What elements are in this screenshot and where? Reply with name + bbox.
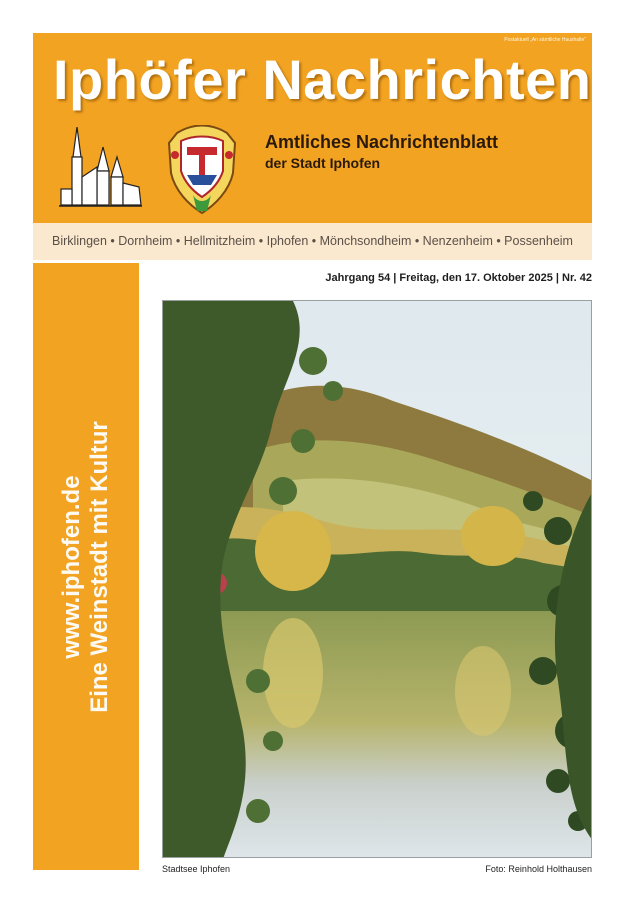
sidebar-slogan: Eine Weinstadt mit Kultur <box>86 420 113 713</box>
issue-info: Jahrgang 54 | Freitag, den 17. Oktober 2025 | Nr. 42 <box>325 272 592 284</box>
newspaper-title: Iphöfer Nachrichten <box>53 48 592 111</box>
vertical-sidebar <box>33 263 139 870</box>
church-icon <box>57 127 143 213</box>
photo-caption: Stadtsee Iphofen <box>162 864 231 874</box>
postal-note: Postaktuell „An sämtliche Haushalte“ <box>504 37 586 43</box>
villages-band: Birklingen • Dornheim • Hellmitzheim • Iphofen • Mönchsondheim • Nenzenheim • Possenheim <box>33 223 592 260</box>
coat-of-arms-icon <box>163 125 241 217</box>
sidebar-website[interactable]: www.iphofen.de <box>58 474 85 659</box>
masthead <box>33 33 592 223</box>
photo-credit: Foto: Reinhold Holthausen <box>485 864 592 874</box>
subtitle-town: der Stadt Iphofen <box>265 155 381 171</box>
subtitle-official-gazette: Amtliches Nachrichtenblatt <box>265 132 499 152</box>
cover-photo <box>162 300 592 858</box>
